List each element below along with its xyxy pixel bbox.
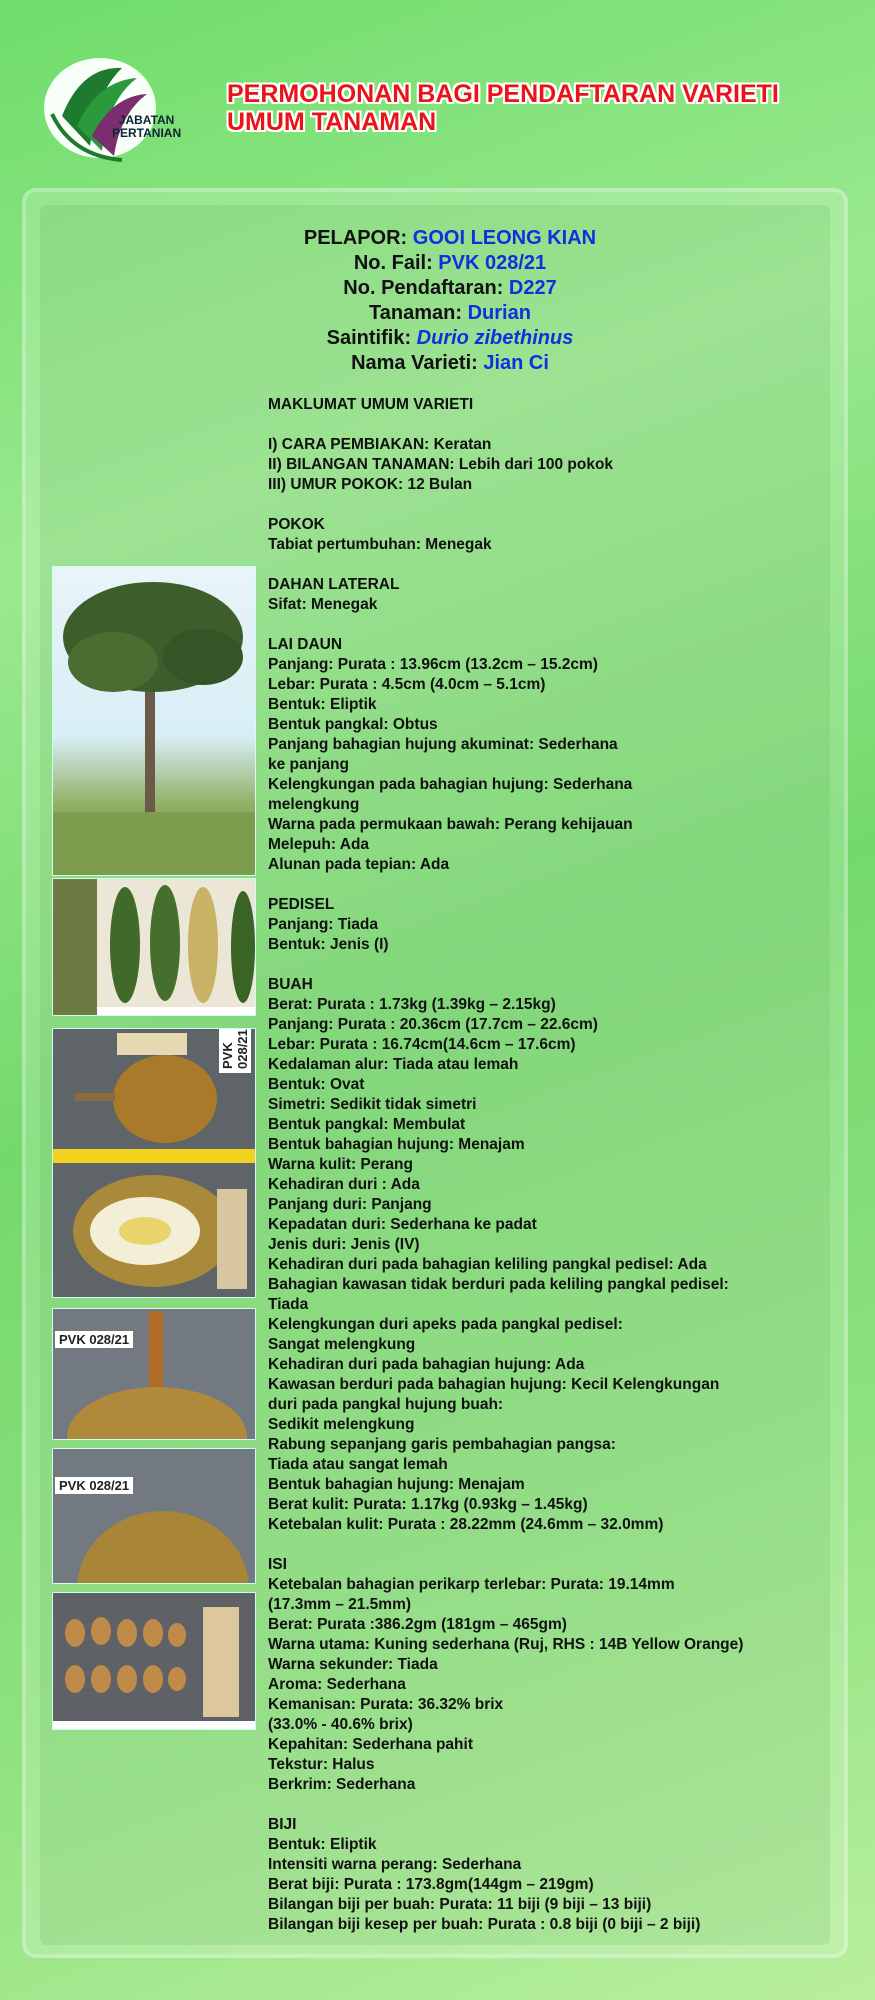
- detail-line: Kehadiran duri pada bahagian keliling pangkal pedisel: Ada: [268, 1256, 707, 1273]
- detail-line: Tekstur: Halus: [268, 1756, 375, 1773]
- detail-line: Kelengkungan pada bahagian hujung: Sederhana: [268, 776, 633, 793]
- section-heading: ISI: [268, 1556, 287, 1573]
- detail-line: III) UMUR POKOK: 12 Bulan: [268, 476, 473, 493]
- detail-line: Ketebalan bahagian perikarp terlebar: Purata: 19.14mm: [268, 1576, 675, 1593]
- detail-line: Panjang: Purata : 13.96cm (13.2cm – 15.2cm): [268, 656, 598, 673]
- detail-line: Berkrim: Sederhana: [268, 1776, 416, 1793]
- file-label-tag: PVK 028/21: [55, 1477, 133, 1494]
- header-row-pelapor: PELAPOR: GOOI LEONG KIAN: [303, 227, 597, 249]
- detail-line: Tabiat pertumbuhan: Menegak: [268, 536, 492, 553]
- detail-line: Bilangan biji per buah: Purata: 11 biji (9 biji – 13 biji): [268, 1896, 652, 1913]
- detail-line: Warna sekunder: Tiada: [268, 1656, 438, 1673]
- header-row-no-fail: No. Fail: PVK 028/21: [353, 252, 547, 274]
- detail-line: Panjang: Purata : 20.36cm (17.7cm – 22.6cm): [268, 1016, 598, 1033]
- detail-line: Kehadiran duri pada bahagian hujung: Ada: [268, 1356, 585, 1373]
- detail-line: Bilangan biji kesep per buah: Purata : 0.8 biji (0 biji – 2 biji): [268, 1916, 701, 1933]
- detail-line: duri pada pangkal hujung buah:: [268, 1396, 504, 1413]
- detail-line: Panjang: Tiada: [268, 916, 378, 933]
- title-line-2: UMUM TANAMAN: [227, 108, 437, 136]
- detail-line: Aroma: Sederhana: [268, 1676, 406, 1693]
- detail-line: Panjang duri: Panjang: [268, 1196, 432, 1213]
- detail-line: Warna pada permukaan bawah: Perang kehijauan: [268, 816, 633, 833]
- durian-seeds-image: [53, 1593, 256, 1730]
- detail-line: Bentuk: Eliptik: [268, 696, 377, 713]
- section-heading: BUAH: [268, 976, 313, 993]
- durian-leaves-image: [53, 879, 256, 1016]
- section-heading: PEDISEL: [268, 896, 335, 913]
- section-gap: [268, 1795, 828, 1815]
- detail-section: [268, 395, 828, 415]
- detail-line: Kehadiran duri : Ada: [268, 1176, 420, 1193]
- detail-line: Kawasan berduri pada bahagian hujung: Kecil Kelengkungan: [268, 1376, 720, 1393]
- detail-line: Bentuk: Eliptik: [268, 1836, 377, 1853]
- file-label-tag: PVK 028/21: [55, 1331, 133, 1348]
- fruit-base-photo: [52, 1308, 256, 1440]
- detail-line: Jenis duri: Jenis (IV): [268, 1236, 420, 1253]
- section-heading: LAI DAUN: [268, 636, 343, 653]
- logo-text: JABATAN PERTANIAN: [112, 113, 182, 140]
- detail-line: (17.3mm – 21.5mm): [268, 1596, 412, 1613]
- tree-photo: [52, 566, 256, 876]
- detail-line: Melepuh: Ada: [268, 836, 370, 853]
- detail-line: Bahagian kawasan tidak berduri pada keliling pangkal pedisel:: [268, 1276, 729, 1293]
- fruit-apex-image: [53, 1449, 256, 1584]
- detail-section: [268, 1555, 828, 1795]
- detail-line: Sangat melengkung: [268, 1336, 416, 1353]
- header-row-saintifik: Saintifik: Durio zibethinus: [326, 327, 574, 349]
- section-gap: [268, 1535, 828, 1555]
- detail-line: Panjang bahagian hujung akuminat: Sederhana: [268, 736, 618, 753]
- detail-line: Lebar: Purata : 4.5cm (4.0cm – 5.1cm): [268, 676, 546, 693]
- file-label-tag: PVK 028/21: [219, 1028, 251, 1073]
- section-gap: [268, 555, 828, 575]
- detail-section: [268, 1815, 828, 1935]
- detail-line: Kepahitan: Sederhana pahit: [268, 1736, 473, 1753]
- section-gap: [268, 415, 828, 435]
- detail-line: Warna kulit: Perang: [268, 1156, 413, 1173]
- detail-line: Berat biji: Purata : 173.8gm(144gm – 219gm): [268, 1876, 594, 1893]
- header-row-tanaman: Tanaman: Durian: [369, 302, 531, 324]
- variety-details: [268, 395, 828, 1935]
- detail-line: Berat: Purata : 1.73kg (1.39kg – 2.15kg): [268, 996, 556, 1013]
- detail-section: [268, 515, 828, 555]
- detail-line: Kelengkungan duri apeks pada pangkal pedisel:: [268, 1316, 623, 1333]
- detail-line: Warna utama: Kuning sederhana (Ruj, RHS : 14B Yellow Orange): [268, 1636, 744, 1653]
- section-gap: [268, 495, 828, 515]
- section-gap: [268, 875, 828, 895]
- detail-line: Lebar: Purata : 16.74cm(14.6cm – 17.6cm): [268, 1036, 576, 1053]
- detail-section: [268, 975, 828, 1535]
- detail-section: [268, 895, 828, 955]
- page-title: [227, 80, 847, 136]
- detail-line: Sifat: Menegak: [268, 596, 378, 613]
- detail-line: (33.0% - 40.6% brix): [268, 1716, 413, 1733]
- detail-line: Simetri: Sedikit tidak simetri: [268, 1096, 477, 1113]
- detail-line: Bentuk bahagian hujung: Menajam: [268, 1136, 525, 1153]
- detail-line: Tiada atau sangat lemah: [268, 1456, 448, 1473]
- leaf-photo: [52, 878, 256, 1016]
- detail-line: Bentuk bahagian hujung: Menajam: [268, 1476, 525, 1493]
- section-heading: DAHAN LATERAL: [268, 576, 400, 593]
- detail-line: I) CARA PEMBIAKAN: Keratan: [268, 436, 492, 453]
- fruit-apex-photo: [52, 1448, 256, 1584]
- detail-line: Bentuk: Jenis (I): [268, 936, 389, 953]
- durian-tree-image: [53, 567, 256, 876]
- detail-line: Intensiti warna perang: Sederhana: [268, 1856, 522, 1873]
- header-row-no-pendaftaran: No. Pendaftaran: D227: [343, 277, 557, 299]
- detail-line: Alunan pada tepian: Ada: [268, 856, 450, 873]
- detail-line: melengkung: [268, 796, 360, 813]
- jabatan-pertanian-logo: [42, 56, 202, 176]
- detail-line: Bentuk pangkal: Membulat: [268, 1116, 466, 1133]
- fruit-photo: [52, 1028, 256, 1298]
- detail-line: Kemanisan: Purata: 36.32% brix: [268, 1696, 504, 1713]
- detail-line: II) BILANGAN TANAMAN: Lebih dari 100 pokok: [268, 456, 614, 473]
- variety-header: [200, 226, 700, 376]
- detail-line: Ketebalan kulit: Purata : 28.22mm (24.6mm – 32.0mm): [268, 1516, 664, 1533]
- detail-line: Bentuk pangkal: Obtus: [268, 716, 438, 733]
- detail-line: Berat: Purata :386.2gm (181gm – 465gm): [268, 1616, 567, 1633]
- detail-line: Rabung sepanjang garis pembahagian pangsa:: [268, 1436, 616, 1453]
- seed-photo: [52, 1592, 256, 1730]
- detail-section: [268, 635, 828, 875]
- detail-line: Tiada: [268, 1296, 309, 1313]
- section-heading: POKOK: [268, 516, 325, 533]
- detail-section: [268, 575, 828, 615]
- detail-line: Bentuk: Ovat: [268, 1076, 365, 1093]
- header-row-nama-varieti: Nama Varieti: Jian Ci: [351, 352, 549, 374]
- section-gap: [268, 955, 828, 975]
- detail-line: Kepadatan duri: Sederhana ke padat: [268, 1216, 537, 1233]
- detail-line: Sedikit melengkung: [268, 1416, 415, 1433]
- detail-line: MAKLUMAT UMUM VARIETI: [268, 396, 474, 413]
- section-heading: BIJI: [268, 1816, 297, 1833]
- detail-line: ke panjang: [268, 756, 349, 773]
- detail-line: Kedalaman alur: Tiada atau lemah: [268, 1056, 519, 1073]
- detail-line: Berat kulit: Purata: 1.17kg (0.93kg – 1.45kg): [268, 1496, 588, 1513]
- fruit-base-image: [53, 1309, 256, 1440]
- section-gap: [268, 615, 828, 635]
- title-line-1: PERMOHONAN BAGI PENDAFTARAN VARIETI: [227, 80, 779, 108]
- detail-section: [268, 435, 828, 495]
